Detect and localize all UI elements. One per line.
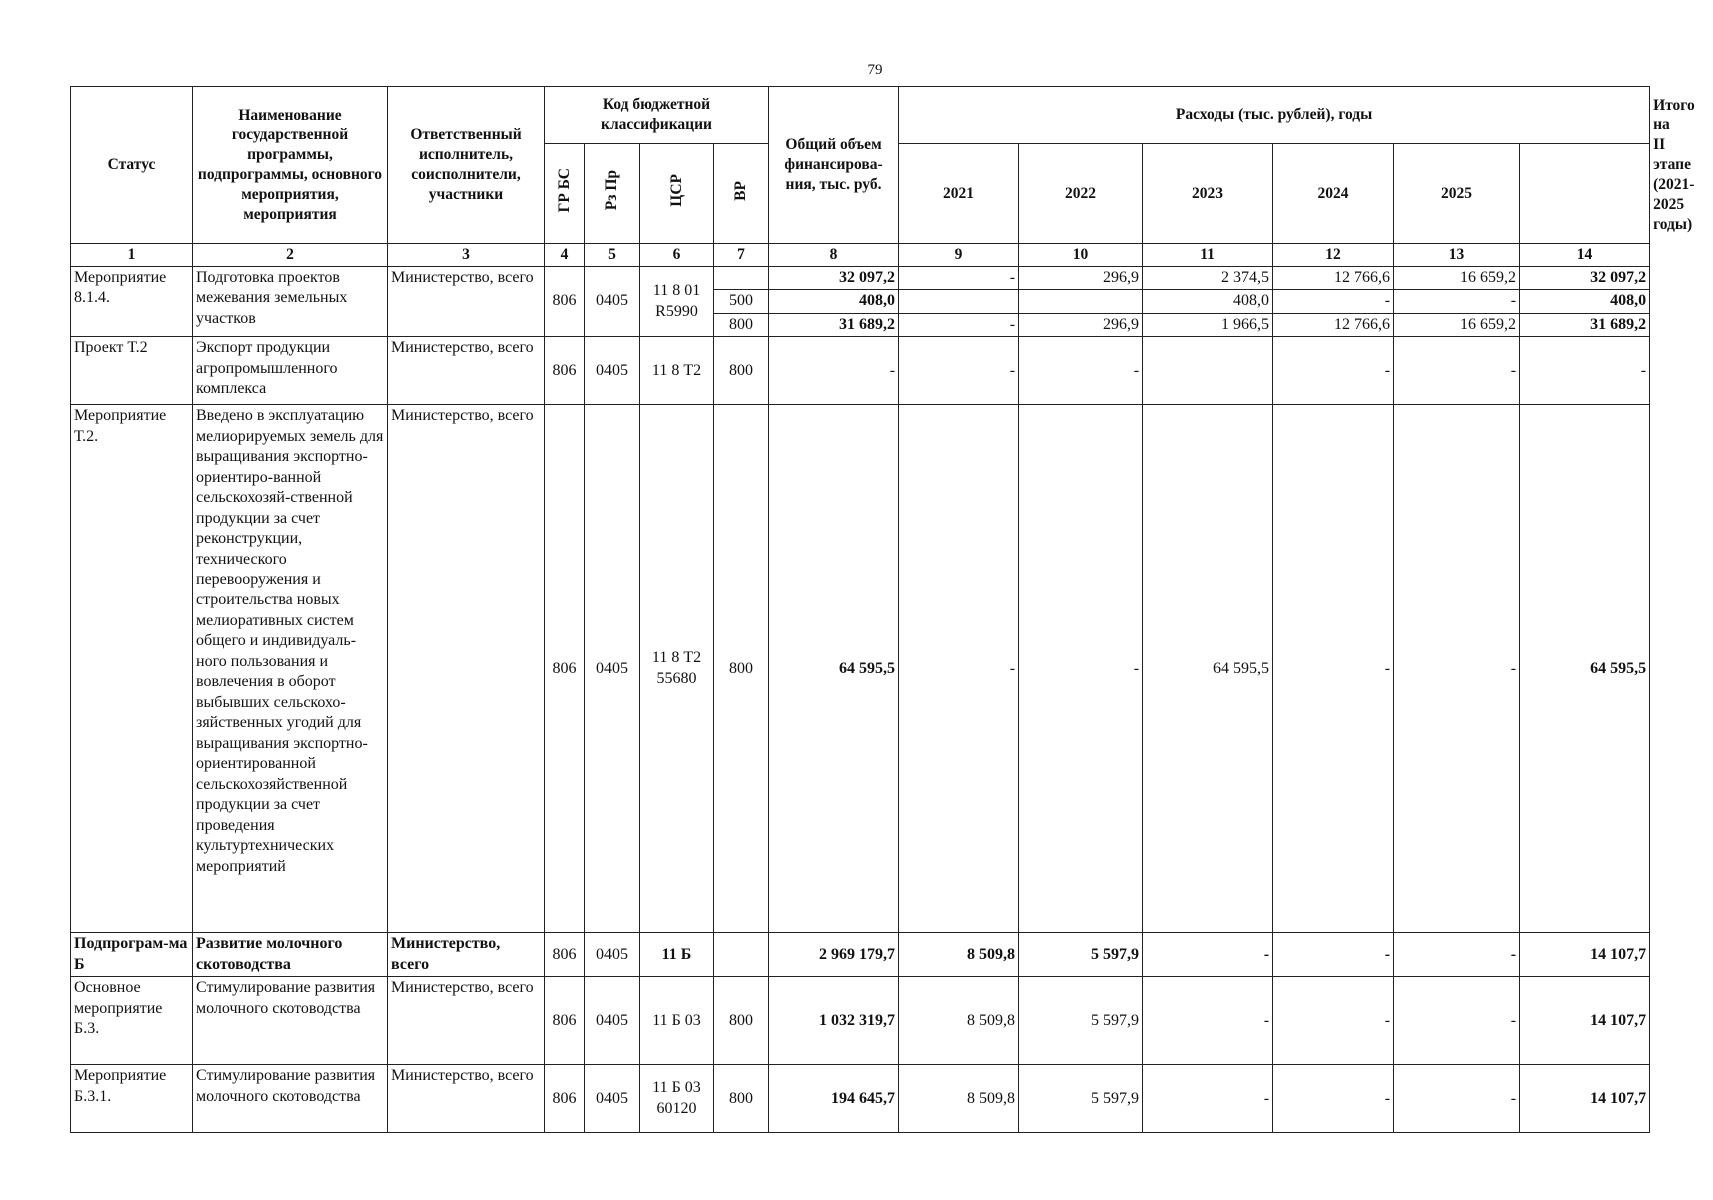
column-number: 10 [1019, 244, 1143, 267]
row-2022: 296,9 [1019, 266, 1143, 289]
row-2022: 5 597,9 [1019, 1065, 1143, 1133]
column-number: 14 [1520, 244, 1650, 267]
header-year-2024: 2024 [1273, 144, 1394, 244]
row-2025: 16 659,2 [1394, 313, 1520, 336]
row-2023: 408,0 [1143, 290, 1273, 313]
table-row [71, 933, 1650, 977]
header-csr: ЦСР [640, 144, 714, 244]
row-2025: - [1394, 290, 1520, 313]
row-grbs: 806 [545, 266, 585, 336]
header-budget-code: Код бюджетной классификации [545, 87, 769, 144]
row-2022: - [1019, 337, 1143, 405]
row-2021: 8 509,8 [899, 977, 1019, 1065]
column-number: 7 [714, 244, 769, 267]
header-year-2022: 2022 [1019, 144, 1143, 244]
row-executor: Министерство, всего [388, 337, 545, 405]
row-stage-total: 14 107,7 [1520, 933, 1650, 977]
row-rzpr: 0405 [585, 405, 640, 933]
column-number: 13 [1394, 244, 1520, 267]
table-row [71, 337, 1650, 405]
column-number: 4 [545, 244, 585, 267]
row-2022: - [1019, 405, 1143, 933]
row-stage-total: 64 595,5 [1520, 405, 1650, 933]
row-csr: 11 8 Т2 [640, 337, 714, 405]
row-stage-total: 14 107,7 [1520, 1065, 1650, 1133]
row-2024: - [1273, 337, 1394, 405]
row-2023: 2 374,5 [1143, 266, 1273, 289]
table-row [71, 266, 1650, 289]
row-csr: 11 Б 03 [640, 977, 714, 1065]
row-csr: 11 8 Т2 55680 [640, 405, 714, 933]
row-2025: - [1394, 933, 1520, 977]
row-2023: 64 595,5 [1143, 405, 1273, 933]
row-2021: - [899, 266, 1019, 289]
header-executor: Ответственный исполнитель, соисполнители, участники [388, 87, 545, 244]
row-2025: - [1394, 337, 1520, 405]
row-vr: 800 [714, 405, 769, 933]
row-total: 31 689,2 [769, 313, 899, 336]
row-rzpr: 0405 [585, 337, 640, 405]
row-total: 2 969 179,7 [769, 933, 899, 977]
row-vr: 800 [714, 313, 769, 336]
row-executor: Министерство, всего [388, 405, 545, 933]
row-status: Проект Т.2 [71, 337, 193, 405]
row-grbs: 806 [545, 1065, 585, 1133]
header-vr: ВР [714, 144, 769, 244]
row-2024: - [1273, 1065, 1394, 1133]
row-vr: 800 [714, 337, 769, 405]
row-2023: - [1143, 1065, 1273, 1133]
row-2024: 12 766,6 [1273, 266, 1394, 289]
header-grbs: ГР БС [545, 144, 585, 244]
column-number: 1 [71, 244, 193, 267]
header-rzpr: Рз Пр [585, 144, 640, 244]
table-row [71, 977, 1650, 1065]
row-rzpr: 0405 [585, 933, 640, 977]
row-name: Развитие молочного скотоводства [193, 933, 388, 977]
row-2024: - [1273, 933, 1394, 977]
row-grbs: 806 [545, 337, 585, 405]
row-2024: - [1273, 405, 1394, 933]
row-status: Основное мероприятие Б.3. [71, 977, 193, 1065]
row-2022: 296,9 [1019, 313, 1143, 336]
row-grbs: 806 [545, 977, 585, 1065]
header-total: Общий объем финансирова-ния, тыс. руб. [769, 87, 899, 244]
row-total: 32 097,2 [769, 266, 899, 289]
row-name: Экспорт продукции агропромышленного комплекса [193, 337, 388, 405]
table-row [71, 1065, 1650, 1133]
header-status: Статус [71, 87, 193, 244]
header-year-2025: 2025 [1394, 144, 1520, 244]
row-executor: Министерство, всего [388, 266, 545, 336]
row-executor: Министерство, всего [388, 933, 545, 977]
budget-table [70, 86, 1695, 1133]
row-rzpr: 0405 [585, 977, 640, 1065]
row-2023: 1 966,5 [1143, 313, 1273, 336]
row-2025: - [1394, 977, 1520, 1065]
header-year-2021: 2021 [899, 144, 1019, 244]
row-grbs: 806 [545, 405, 585, 933]
header-expenses: Расходы (тыс. рублей), годы [899, 87, 1650, 144]
row-stage-total: 408,0 [1520, 290, 1650, 313]
row-2021: - [899, 313, 1019, 336]
row-total: 1 032 319,7 [769, 977, 899, 1065]
row-stage-total: 14 107,7 [1520, 977, 1650, 1065]
row-2024: 12 766,6 [1273, 313, 1394, 336]
header-name: Наименование государственной программы, подпрограммы, основного мероприятия, мероприятия [193, 87, 388, 244]
row-stage-total: - [1520, 337, 1650, 405]
row-rzpr: 0405 [585, 266, 640, 336]
row-status: Мероприятие Т.2. [71, 405, 193, 933]
row-grbs: 806 [545, 933, 585, 977]
column-number: 8 [769, 244, 899, 267]
row-2024: - [1273, 290, 1394, 313]
column-number: 11 [1143, 244, 1273, 267]
row-2021 [899, 290, 1019, 313]
row-csr: 11 Б [640, 933, 714, 977]
row-name: Стимулирование развития молочного скотоводства [193, 977, 388, 1065]
row-2025: 16 659,2 [1394, 266, 1520, 289]
row-2021: 8 509,8 [899, 1065, 1019, 1133]
row-2025: - [1394, 1065, 1520, 1133]
page-number: 79 [867, 62, 883, 78]
row-2023: - [1143, 933, 1273, 977]
row-2022: 5 597,9 [1019, 933, 1143, 977]
row-rzpr: 0405 [585, 1065, 640, 1133]
header-year-2023: 2023 [1143, 144, 1273, 244]
row-total: - [769, 337, 899, 405]
column-number: 5 [585, 244, 640, 267]
column-number: 9 [899, 244, 1019, 267]
table-row [71, 405, 1650, 933]
row-csr: 11 8 01 R5990 [640, 266, 714, 336]
row-stage-total: 31 689,2 [1520, 313, 1650, 336]
row-vr: 800 [714, 977, 769, 1065]
row-name: Стимулирование развития молочного скотоводства [193, 1065, 388, 1133]
row-status: Подпрограм-ма Б [71, 933, 193, 977]
row-stage-total: 32 097,2 [1520, 266, 1650, 289]
row-total: 194 645,7 [769, 1065, 899, 1133]
column-number: 2 [193, 244, 388, 267]
row-status: Мероприятие 8.1.4. [71, 266, 193, 336]
row-vr: 500 [714, 290, 769, 313]
column-number: 3 [388, 244, 545, 267]
row-total: 64 595,5 [769, 405, 899, 933]
row-csr: 11 Б 03 60120 [640, 1065, 714, 1133]
row-2021: - [899, 337, 1019, 405]
row-2023 [1143, 337, 1273, 405]
column-number-row [71, 244, 1650, 267]
row-vr: 800 [714, 1065, 769, 1133]
row-2022: 5 597,9 [1019, 977, 1143, 1065]
row-2022 [1019, 290, 1143, 313]
row-name: Подготовка проектов межевания земельных участков [193, 266, 388, 336]
row-2021: - [899, 405, 1019, 933]
row-total: 408,0 [769, 290, 899, 313]
row-vr [714, 933, 769, 977]
row-name: Введено в эксплуатацию мелиорируемых земель для выращивания экспортно-ориентиро-ванной сельскохозяй-ственной продукции за счет реконструкции, технического перевооружения и строительства новых мелиоративных систем общего и индивидуаль-ного пользования и вовлечения в оборот выбывших сельскохо-зяйственных угодий для выращивания экспортно-ориентированной сельскохозяйственной продукции за счет проведения культуртехнических мероприятий [193, 405, 388, 933]
row-executor: Министерство, всего [388, 977, 545, 1065]
row-executor: Министерство, всего [388, 1065, 545, 1133]
row-vr [714, 266, 769, 289]
table-header: Статус Наименование государственной программы, подпрограммы, основного мероприятия, мероприятия Ответственный исполнитель, соисполнители, участники Код бюджетной классификации Общий объем финансирова-ния, тыс. руб. Расходы (тыс. рублей), годы Итого на II этапе (2021-2025 годы) ГР БС Рз Пр ЦСР ВР 2021 2022 2023 2024 2025 1 2 3 4 5 6 7 8 9 10 11 12 13 14 [71, 87, 1650, 267]
row-status: Мероприятие Б.3.1. [71, 1065, 193, 1133]
row-2025: - [1394, 405, 1520, 933]
column-number: 12 [1273, 244, 1394, 267]
column-number: 6 [640, 244, 714, 267]
row-2023: - [1143, 977, 1273, 1065]
row-2024: - [1273, 977, 1394, 1065]
row-2021: 8 509,8 [899, 933, 1019, 977]
